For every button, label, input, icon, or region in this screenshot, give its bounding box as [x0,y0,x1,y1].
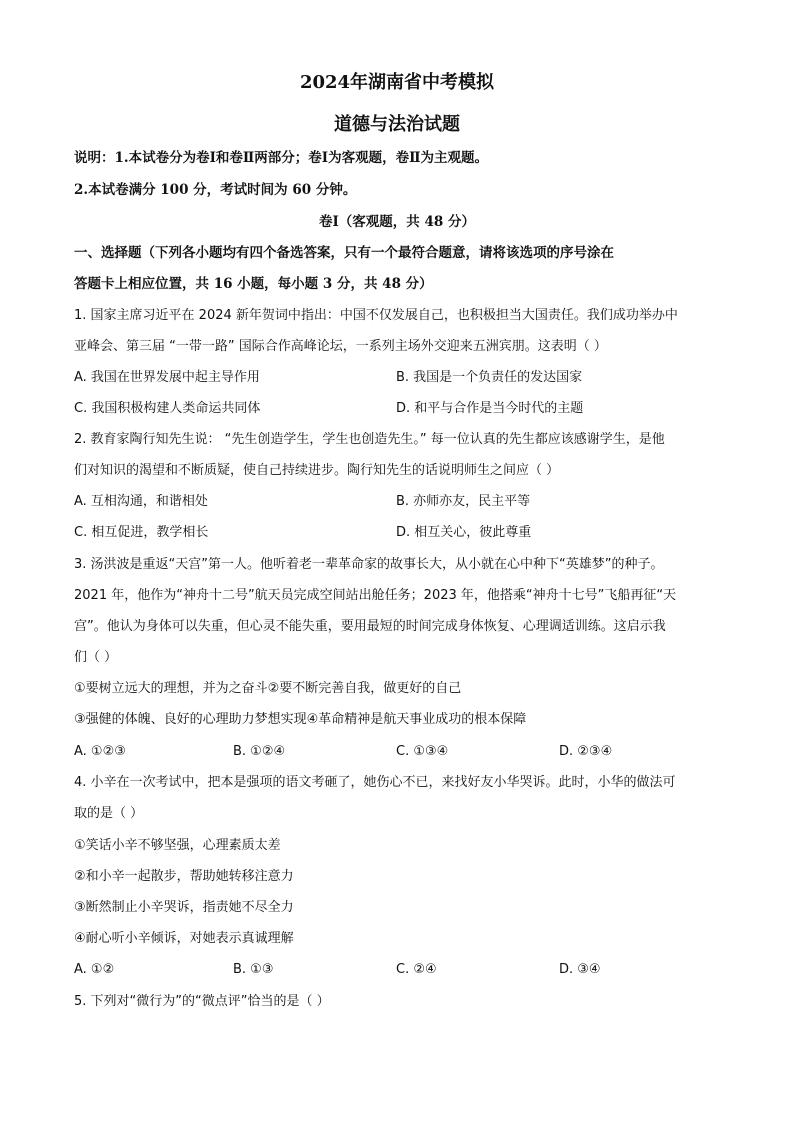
q4-option-d: D. ③④ [559,962,601,977]
q4-statement-1: ①笑话小辛不够坚强，心理素质太差 [74,838,281,853]
q4-option-c: C. ②④ [396,962,437,977]
q1-option-c: C. 我国积极构建人类命运共同体 [74,401,261,416]
q2-stem-line-1: 2. 教育家陶行知先生说： “先生创造学生，学生也创造先生。” 每一位认真的先生都应该感谢学生，是他 [74,432,665,447]
section-instruction-1: 一、选择题（下列各小题均有四个备选答案，只有一个最符合题意，请将该选项的序号涂在 [74,245,614,261]
q3-stem-line-2: 2021 年，他作为“神舟十二号”航天员完成空间站出舱任务；2023 年，他搭乘“神舟十七号”飞船再征“天 [74,588,677,603]
note-line-2: 2.本试卷满分 100 分，考试时间为 60 分钟。 [74,182,357,198]
q1-option-b: B. 我国是一个负责任的发达国家 [396,370,583,385]
q3-option-a: A. ①②③ [74,744,126,759]
q4-stem-line-1: 4. 小辛在一次考试中，把本是强项的语文考砸了，她伤心不已，来找好友小华哭诉。此时，小华的做法可 [74,775,676,790]
q1-option-a: A. 我国在世界发展中起主导作用 [74,370,260,385]
q2-option-d: D. 相互关心，彼此尊重 [396,525,532,540]
q4-statement-2: ②和小辛一起散步，帮助她转移注意力 [74,869,294,884]
q3-stem-line-1: 3. 汤洪波是重返“天宫”第一人。他听着老一辈革命家的故事长大，从小就在心中种下“英雄梦”的种子。 [74,557,664,572]
exam-subject-title: 道德与法治试题 [334,114,460,135]
q1-stem-line-2: 亚峰会、第三届 “一带一路” 国际合作高峰论坛，一系列主场外交迎来五洲宾朋。这表明（ ） [74,339,607,354]
q4-stem-line-2: 取的是（ ） [74,806,144,821]
q3-option-c: C. ①③④ [396,744,449,759]
q4-statement-4: ④耐心听小辛倾诉，对她表示真诚理解 [74,931,294,946]
q5-stem-line-1: 5. 下列对“微行为”的“微点评”恰当的是（ ） [74,994,330,1009]
q3-option-b: B. ①②④ [233,744,286,759]
q1-stem-line-1: 1. 国家主席习近平在 2024 新年贺词中指出：中国不仅发展自己，也积极担当大国责任。我们成功举办中 [74,308,678,323]
q3-option-d: D. ②③④ [559,744,613,759]
q3-statement-line-1: ①要树立远大的理想，并为之奋斗②要不断完善自我，做更好的自己 [74,681,462,696]
q3-statement-line-2: ③强健的体魄、良好的心理助力梦想实现④革命精神是航天事业成功的根本保障 [74,712,527,727]
q1-option-d: D. 和平与合作是当今时代的主题 [396,401,584,416]
q4-option-b: B. ①③ [233,962,274,977]
q2-option-b: B. 亦师亦友，民主平等 [396,494,531,509]
note-line-1: 说明：1.本试卷分为卷Ⅰ和卷Ⅱ两部分；卷Ⅰ为客观题，卷Ⅱ为主观题。 [74,150,488,166]
exam-title: 2024年湖南省中考模拟 [299,72,495,93]
q2-option-a: A. 互相沟通，和谐相处 [74,494,208,509]
q4-statement-3: ③断然制止小辛哭诉，指责她不尽全力 [74,900,294,915]
section-instruction-2: 答题卡上相应位置，共 16 小题，每小题 3 分，共 48 分） [74,276,433,292]
q3-stem-line-3: 宫”。他认为身体可以失重，但心灵不能失重，要用最短的时间完成身体恢复、心理调适训练。这启示我 [74,619,666,634]
section-title: 卷Ⅰ（客观题，共 48 分） [318,214,475,230]
q2-option-c: C. 相互促进，教学相长 [74,525,209,540]
q3-stem-line-4: 们（ ） [74,650,118,665]
q2-stem-line-2: 们对知识的渴望和不断质疑，使自己持续进步。陶行知先生的话说明师生之间应（ ） [74,463,560,478]
q4-option-a: A. ①② [74,962,115,977]
